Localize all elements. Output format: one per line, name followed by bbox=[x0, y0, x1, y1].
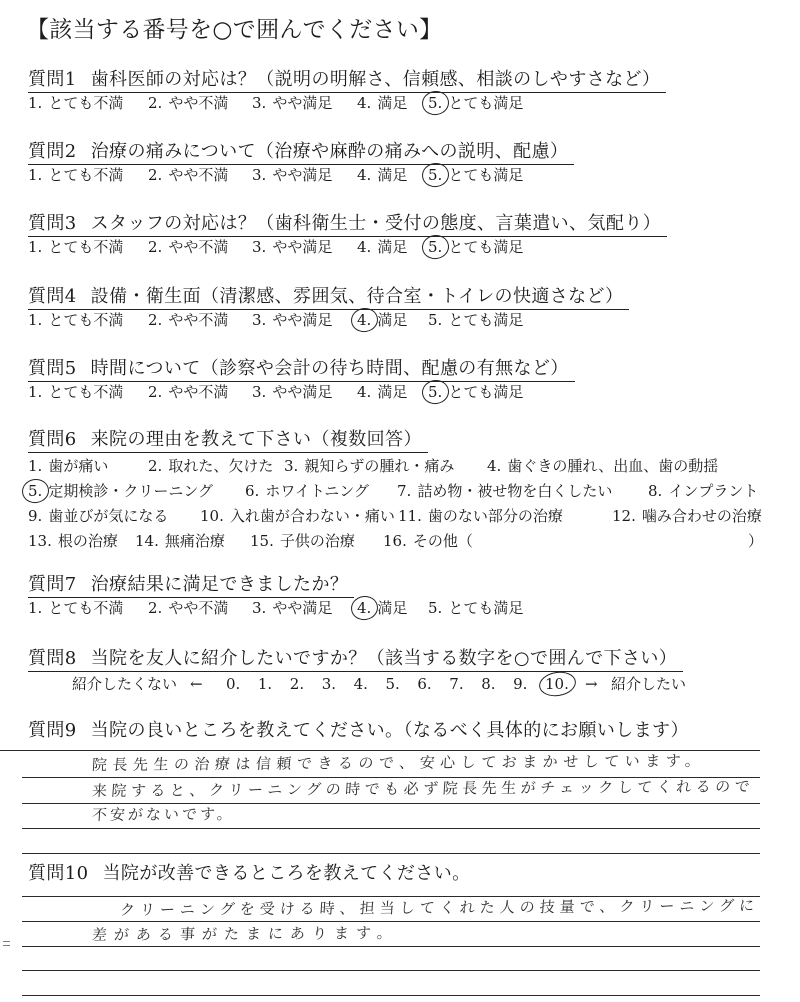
reason-option bbox=[200, 506, 395, 526]
option-label: 詰め物・被せ物を白くしたい bbox=[417, 482, 613, 500]
option-number: 7. bbox=[397, 482, 412, 500]
option-label: 満足 bbox=[377, 599, 408, 617]
option-number: 3. bbox=[321, 675, 336, 693]
option-label: 親知らずの腫れ・痛み bbox=[304, 457, 455, 475]
rating-option bbox=[357, 165, 407, 185]
question-1 bbox=[0, 69, 800, 129]
option-number: 1. bbox=[28, 599, 43, 617]
answer-rule-line bbox=[22, 828, 760, 829]
answer-circle-mark bbox=[420, 161, 451, 189]
option-label: とても満足 bbox=[448, 166, 524, 184]
question-text: 治療の痛みについて（治療や麻酔の痛みへの説明、配慮） bbox=[90, 141, 569, 162]
handwritten-answer-line: 差がある事がたまにあります。 bbox=[91, 923, 400, 945]
option-label: その他（ bbox=[412, 532, 473, 550]
rating-option bbox=[28, 382, 123, 402]
option-number-circled: 5. bbox=[428, 93, 442, 113]
option-number: 1. bbox=[28, 311, 43, 329]
option-number: 4. bbox=[357, 94, 372, 112]
option-number: 5. bbox=[385, 675, 400, 693]
option-number: 9. bbox=[28, 507, 43, 525]
rating-option bbox=[148, 237, 228, 257]
option-number: 15. bbox=[250, 532, 274, 550]
option-number: 6. bbox=[417, 675, 432, 693]
reason-option bbox=[28, 481, 213, 501]
left-arrow-icon: ← bbox=[190, 675, 203, 693]
option-number: 4. bbox=[353, 675, 368, 693]
question-title bbox=[28, 286, 629, 310]
scale-option bbox=[386, 674, 406, 694]
option-number: 7. bbox=[449, 675, 464, 693]
rating-option bbox=[428, 93, 523, 113]
rating-options bbox=[0, 93, 800, 113]
option-number-circled: 4. bbox=[357, 310, 371, 330]
answer-circle-mark bbox=[420, 378, 451, 406]
reason-option bbox=[28, 456, 108, 476]
option-label: 歯のない部分の治療 bbox=[427, 507, 563, 525]
question-text: 来院の理由を教えて下さい（複数回答） bbox=[90, 429, 422, 450]
option-label: 子供の治療 bbox=[279, 532, 355, 550]
scale-option bbox=[513, 674, 533, 694]
option-label: やや満足 bbox=[272, 238, 333, 256]
option-number: 5. bbox=[428, 311, 443, 329]
option-label: インプラント bbox=[668, 482, 759, 500]
option-number: 1. bbox=[28, 383, 43, 401]
question-text: 当院を友人に紹介したいですか？（該当する数字を○で囲んで下さい） bbox=[90, 648, 678, 669]
rating-option bbox=[357, 382, 407, 402]
option-label: やや満足 bbox=[272, 383, 333, 401]
option-number: 14. bbox=[135, 532, 159, 550]
right-arrow-icon: → bbox=[585, 675, 598, 693]
option-label: 満足 bbox=[377, 311, 408, 329]
option-label: 歯ぐきの腫れ、出血、歯の動揺 bbox=[507, 457, 719, 475]
option-label: 満足 bbox=[377, 238, 408, 256]
option-number: 2. bbox=[148, 311, 163, 329]
option-label: とても不満 bbox=[48, 599, 124, 617]
question-number: 質問5 bbox=[28, 358, 77, 379]
question-number: 質問6 bbox=[28, 429, 77, 450]
reason-option bbox=[245, 481, 369, 501]
scale-option bbox=[322, 674, 342, 694]
question-number: 質問7 bbox=[28, 574, 77, 595]
question-title bbox=[28, 69, 666, 93]
reason-option bbox=[648, 481, 758, 501]
option-label: とても不満 bbox=[48, 94, 124, 112]
option-label: ホワイトニング bbox=[265, 482, 369, 500]
rating-options bbox=[0, 237, 800, 257]
option-label: とても満足 bbox=[448, 311, 524, 329]
option-label: やや満足 bbox=[272, 311, 333, 329]
question-3 bbox=[0, 213, 800, 273]
scale-high-label: 紹介したい bbox=[611, 675, 687, 693]
instruction-heading: 【該当する番号を○で囲んでください】 bbox=[26, 17, 443, 43]
question-number: 質問8 bbox=[28, 648, 77, 669]
option-label: とても不満 bbox=[48, 383, 124, 401]
answer-rule-line bbox=[22, 995, 760, 996]
scale-option bbox=[481, 674, 501, 694]
question-7 bbox=[0, 574, 800, 634]
answer-circle-mark bbox=[349, 594, 380, 622]
answer-rule-line bbox=[22, 970, 760, 971]
option-label: 取れた、欠けた bbox=[168, 457, 274, 475]
question-8 bbox=[0, 648, 800, 708]
option-number: 3. bbox=[252, 166, 267, 184]
option-number-circled: 5. bbox=[428, 165, 442, 185]
option-number-circled: 10. bbox=[545, 674, 569, 694]
rating-option bbox=[252, 237, 332, 257]
rating-option bbox=[252, 93, 332, 113]
option-number: 1. bbox=[28, 166, 43, 184]
option-label: 満足 bbox=[377, 94, 408, 112]
option-label: 満足 bbox=[377, 383, 408, 401]
option-number-circled: 5. bbox=[428, 237, 442, 257]
option-number: 1. bbox=[28, 238, 43, 256]
option-label: とても不満 bbox=[48, 238, 124, 256]
rating-options bbox=[0, 310, 800, 330]
option-number: 2. bbox=[148, 383, 163, 401]
option-label: やや不満 bbox=[168, 599, 229, 617]
other-close-paren: ） bbox=[748, 532, 764, 550]
question-5 bbox=[0, 358, 800, 418]
option-number: 3. bbox=[252, 238, 267, 256]
rating-option bbox=[28, 165, 123, 185]
question-number: 質問3 bbox=[28, 213, 77, 234]
recommend-scale bbox=[0, 674, 800, 694]
answer-circle-mark bbox=[20, 477, 51, 505]
rating-options bbox=[0, 382, 800, 402]
rating-option bbox=[428, 310, 523, 330]
question-number: 質問4 bbox=[28, 286, 77, 307]
rating-option bbox=[148, 165, 228, 185]
option-number: 4. bbox=[357, 166, 372, 184]
question-6 bbox=[0, 429, 800, 559]
question-4 bbox=[0, 286, 800, 346]
rating-option bbox=[357, 237, 407, 257]
reason-option bbox=[487, 456, 718, 476]
option-number: 3. bbox=[252, 383, 267, 401]
option-number: 16. bbox=[383, 532, 407, 550]
rating-option bbox=[148, 93, 228, 113]
answer-circle-mark bbox=[349, 306, 380, 334]
option-label: とても不満 bbox=[48, 166, 124, 184]
rating-option bbox=[357, 310, 407, 330]
question-number: 質問9 bbox=[28, 720, 77, 741]
rating-option bbox=[252, 310, 332, 330]
rating-option bbox=[28, 310, 123, 330]
option-number: 10. bbox=[200, 507, 224, 525]
option-number: 3. bbox=[252, 599, 267, 617]
option-number: 9. bbox=[513, 675, 528, 693]
rating-option bbox=[252, 598, 332, 618]
reason-option bbox=[148, 456, 273, 476]
reason-option bbox=[383, 531, 473, 551]
rating-option bbox=[428, 165, 523, 185]
question-text: 治療結果に満足できましたか？ bbox=[90, 574, 349, 595]
question-text: 当院の良いところを教えてください。（なるべく具体的にお願いします） bbox=[90, 720, 689, 741]
option-label: やや不満 bbox=[168, 94, 229, 112]
question-9 bbox=[0, 720, 800, 860]
handwritten-answer-line: クリーニングを受ける時、担当してくれた人の技量で、クリーニングに bbox=[119, 896, 760, 920]
option-label: とても満足 bbox=[448, 238, 524, 256]
pen-mark bbox=[3, 941, 10, 947]
question-number: 質問1 bbox=[28, 69, 77, 90]
rating-option bbox=[148, 598, 228, 618]
option-label: 満足 bbox=[377, 166, 408, 184]
option-number: 5. bbox=[428, 599, 443, 617]
question-text: 時間について（診察や会計の待ち時間、配慮の有無など） bbox=[90, 358, 569, 379]
option-label: 根の治療 bbox=[57, 532, 118, 550]
option-label: やや満足 bbox=[272, 166, 333, 184]
rating-option bbox=[252, 382, 332, 402]
scale-option bbox=[545, 674, 575, 694]
option-label: 歯が痛い bbox=[48, 457, 109, 475]
scale-low-label: 紹介したくない bbox=[72, 675, 178, 693]
rating-options bbox=[0, 598, 800, 618]
option-number-circled: 4. bbox=[357, 598, 371, 618]
rating-option bbox=[28, 93, 123, 113]
option-label: とても満足 bbox=[448, 383, 524, 401]
option-number: 8. bbox=[648, 482, 663, 500]
scale-option bbox=[258, 674, 278, 694]
option-number: 2. bbox=[148, 599, 163, 617]
option-label: 無痛治療 bbox=[164, 532, 225, 550]
answer-rule-line bbox=[22, 946, 760, 947]
option-label: とても満足 bbox=[448, 599, 524, 617]
option-number: 2. bbox=[148, 238, 163, 256]
option-number: 2. bbox=[148, 166, 163, 184]
option-label: とても不満 bbox=[48, 311, 124, 329]
option-label: 定期検診・クリーニング bbox=[48, 482, 214, 500]
option-number: 4. bbox=[357, 383, 372, 401]
option-number: 2. bbox=[148, 457, 163, 475]
option-label: やや不満 bbox=[168, 311, 229, 329]
rating-option bbox=[148, 310, 228, 330]
reason-row bbox=[0, 506, 800, 526]
option-number-circled: 5. bbox=[28, 481, 42, 501]
rating-option bbox=[428, 382, 523, 402]
reason-row bbox=[0, 456, 800, 476]
reason-option bbox=[28, 531, 118, 551]
answer-circle-mark bbox=[420, 233, 451, 261]
question-title bbox=[28, 720, 695, 743]
reason-row bbox=[0, 531, 800, 551]
option-number: 0. bbox=[226, 675, 241, 693]
reason-option bbox=[135, 531, 225, 551]
option-number: 1. bbox=[28, 94, 43, 112]
answer-rule-line bbox=[22, 853, 760, 854]
answer-circle-mark bbox=[420, 89, 451, 117]
question-title bbox=[28, 429, 428, 453]
question-title bbox=[28, 863, 477, 886]
rating-option bbox=[28, 237, 123, 257]
scale-option bbox=[449, 674, 469, 694]
question-number: 質問10 bbox=[28, 863, 89, 884]
option-number: 1. bbox=[257, 675, 273, 693]
rating-option bbox=[28, 598, 123, 618]
option-label: とても満足 bbox=[448, 94, 524, 112]
reason-option bbox=[398, 506, 563, 526]
question-text: 設備・衛生面（清潔感、雰囲気、待合室・トイレの快適さなど） bbox=[90, 286, 624, 307]
question-number: 質問2 bbox=[28, 141, 77, 162]
reason-option bbox=[397, 481, 612, 501]
question-title bbox=[28, 574, 354, 598]
option-number: 12. bbox=[612, 507, 636, 525]
reason-option bbox=[28, 506, 168, 526]
option-number: 13. bbox=[28, 532, 52, 550]
option-number-circled: 5. bbox=[428, 382, 442, 402]
option-label: 噛み合わせの治療 bbox=[641, 507, 762, 525]
option-number: 8. bbox=[481, 675, 496, 693]
option-label: やや満足 bbox=[272, 599, 333, 617]
rating-option bbox=[148, 382, 228, 402]
option-label: やや不満 bbox=[168, 383, 229, 401]
rating-option bbox=[357, 93, 407, 113]
option-label: 歯並びが気になる bbox=[48, 507, 169, 525]
question-text: 当院が改善できるところを教えてください。 bbox=[102, 863, 471, 884]
handwritten-answer-line: 不安がないです。 bbox=[91, 804, 236, 825]
rating-option bbox=[252, 165, 332, 185]
reason-row bbox=[0, 481, 800, 501]
question-title bbox=[28, 648, 683, 672]
question-text: 歯科医師の対応は？（説明の明解さ、信頼感、相談のしやすさなど） bbox=[90, 69, 661, 90]
option-number: 3. bbox=[252, 94, 267, 112]
handwritten-answer-line: 来院すると、クリーニングの時でも必ず院長先生がチェックしてくれるので bbox=[91, 777, 755, 801]
scale-option bbox=[354, 674, 374, 694]
option-number: 2. bbox=[148, 94, 163, 112]
question-title bbox=[28, 141, 574, 165]
question-10 bbox=[0, 863, 800, 1002]
option-number: 1. bbox=[28, 457, 43, 475]
rating-option bbox=[357, 598, 407, 618]
reason-option bbox=[250, 531, 355, 551]
option-label: やや不満 bbox=[168, 166, 229, 184]
scale-option bbox=[226, 674, 246, 694]
option-label: やや満足 bbox=[272, 94, 333, 112]
rating-options bbox=[0, 165, 800, 185]
handwritten-answer-line: 院長先生の治療は信頼できるので、安心しておまかせしています。 bbox=[91, 751, 707, 775]
rating-option bbox=[428, 598, 523, 618]
option-number: 3. bbox=[252, 311, 267, 329]
question-title bbox=[28, 213, 667, 237]
option-number: 4. bbox=[357, 238, 372, 256]
scale-option bbox=[290, 674, 310, 694]
option-label: やや不満 bbox=[168, 238, 229, 256]
question-text: スタッフの対応は？（歯科衛生士・受付の態度、言葉遣い、気配り） bbox=[90, 213, 662, 234]
rating-option bbox=[428, 237, 523, 257]
option-label: 入れ歯が合わない・痛い bbox=[229, 507, 395, 525]
answer-circle-mark bbox=[537, 669, 577, 698]
question-2 bbox=[0, 141, 800, 201]
option-number: 2. bbox=[289, 675, 305, 693]
reason-option bbox=[284, 456, 454, 476]
option-number: 4. bbox=[487, 457, 502, 475]
option-number: 3. bbox=[284, 457, 299, 475]
option-number: 11. bbox=[398, 507, 422, 525]
option-number: 6. bbox=[245, 482, 260, 500]
reason-option bbox=[612, 506, 762, 526]
question-title bbox=[28, 358, 575, 382]
scale-option bbox=[417, 674, 437, 694]
